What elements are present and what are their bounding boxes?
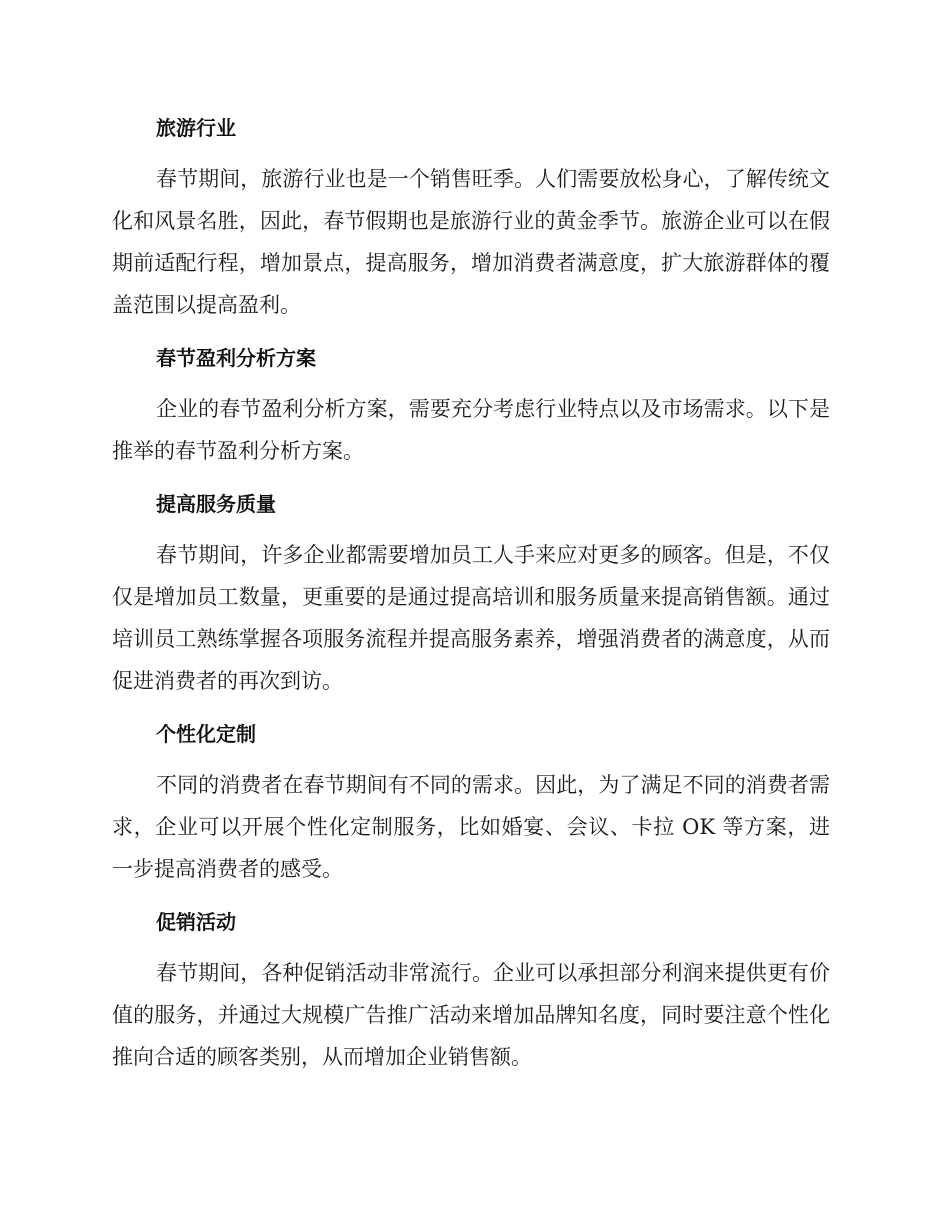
section-service-quality bbox=[112, 484, 830, 702]
section-paragraph: 春节期间，许多企业都需要增加员工人手来应对更多的顾客。但是，不仅仅是增加员工数量，更重要的是通过提高培训和服务质量来提高销售额。通过培训员工熟练掌握各项服务流程并提高服务素养，增强消费者的满意度，从而促进消费者的再次到访。 bbox=[112, 543, 830, 693]
section-personalized-customization bbox=[112, 714, 830, 890]
section-profit-analysis-plan bbox=[112, 338, 830, 472]
section-paragraph: 春节期间，旅游行业也是一个销售旺季。人们需要放松身心，了解传统文化和风景名胜，因此，春节假期也是旅游行业的黄金季节。旅游企业可以在假期前适配行程，增加景点，提高服务，增加消费者满意度，扩大旅游群体的覆盖范围以提高盈利。 bbox=[112, 167, 830, 317]
section-heading: 促销活动 bbox=[156, 910, 236, 934]
section-paragraph: 春节期间，各种促销活动非常流行。企业可以承担部分利润来提供更有价值的服务，并通过大规模广告推广活动来增加品牌知名度，同时要注意个性化推向合适的顾客类别，从而增加企业销售额。 bbox=[112, 961, 830, 1069]
document-body bbox=[112, 108, 830, 1090]
section-heading: 春节盈利分析方案 bbox=[156, 346, 316, 370]
section-promotions bbox=[112, 902, 830, 1078]
section-paragraph: 不同的消费者在春节期间有不同的需求。因此，为了满足不同的消费者需求，企业可以开展个性化定制服务，比如婚宴、会议、卡拉 OK 等方案，进一步提高消费者的感受。 bbox=[112, 773, 830, 881]
section-heading: 旅游行业 bbox=[156, 116, 236, 140]
section-heading: 提高服务质量 bbox=[156, 492, 276, 516]
section-heading: 个性化定制 bbox=[156, 722, 256, 746]
section-paragraph: 企业的春节盈利分析方案，需要充分考虑行业特点以及市场需求。以下是推举的春节盈利分析方案。 bbox=[112, 397, 830, 463]
section-tourism-industry bbox=[112, 108, 830, 326]
